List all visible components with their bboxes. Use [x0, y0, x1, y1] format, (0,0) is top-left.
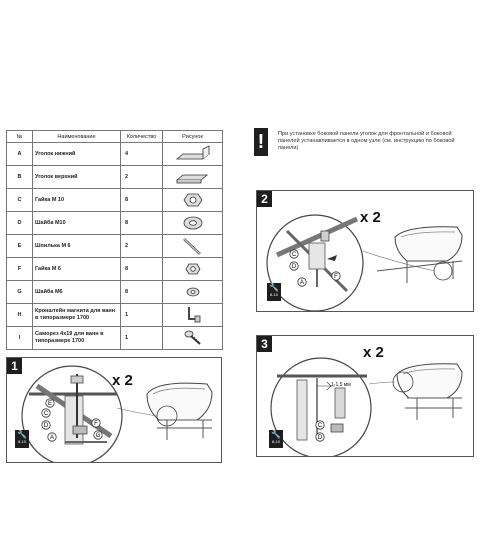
row-name: Гайка М 10 [33, 189, 121, 212]
parts-table-header [7, 131, 223, 143]
table-row [7, 327, 223, 350]
svg-text:C: C [317, 423, 323, 429]
wrench-icon: 🔧 [269, 283, 279, 292]
step-1-panel [6, 357, 222, 463]
row-name: Шайба М10 [33, 212, 121, 235]
svg-text:G: G [95, 433, 101, 439]
svg-text:D: D [43, 423, 49, 429]
row-quantity: 8 [121, 258, 163, 281]
gap-dimension: 1-1,5 мм [331, 382, 351, 388]
step-multiplier: x 2 [112, 372, 133, 389]
table-row [7, 304, 223, 327]
row-name: Уголок верхний [33, 166, 121, 189]
row-letter: I [7, 327, 33, 350]
nut-m6-icon [183, 260, 203, 278]
column-header-quantity: Количество [121, 131, 163, 143]
table-row [7, 281, 223, 304]
nut-m10-icon [183, 191, 203, 209]
row-quantity: 2 [121, 166, 163, 189]
row-quantity: 8 [121, 189, 163, 212]
svg-text:C: C [291, 252, 297, 258]
self-tapping-screw-icon [181, 328, 205, 348]
column-header-name: Наименование [33, 131, 121, 143]
table-row [7, 235, 223, 258]
part-label-c [289, 249, 299, 259]
magnet-bracket-icon [181, 305, 205, 325]
part-label-a [297, 277, 307, 287]
part-label-f [331, 271, 341, 281]
wrench-size: 8-10 [17, 439, 26, 444]
warning-text: При установке боковой панели уголок для фронтальной и боковой панелей устанавливается в одном узле (см. инструкцию по боковой панели) [278, 131, 455, 151]
part-label-c [41, 408, 51, 418]
table-row [7, 189, 223, 212]
row-quantity: 8 [121, 281, 163, 304]
part-label-d [315, 432, 325, 442]
table-row [7, 212, 223, 235]
row-name: Уголок нижний [33, 143, 121, 166]
svg-text:A: A [299, 280, 305, 286]
svg-text:D: D [317, 435, 323, 441]
exclamation-icon: ! [254, 128, 268, 156]
row-name: Кронштейн магнита для ванн в типоразмере 1700 [33, 304, 121, 327]
warning-note [254, 128, 472, 158]
step-number: 2 [257, 191, 272, 207]
column-header-picture: Рисунок [163, 131, 223, 143]
row-quantity: 1 [121, 304, 163, 327]
table-row [7, 166, 223, 189]
wrench-size: 8-10 [269, 292, 278, 297]
step-1-assembly-illustration [7, 358, 221, 462]
table-row [7, 258, 223, 281]
washer-m6-icon [183, 283, 203, 301]
row-letter: D [7, 212, 33, 235]
wrench-tool-badge [267, 283, 281, 301]
row-name: Саморез 4х19 для ванн в типоразмере 1700 [33, 327, 121, 350]
step-multiplier: x 2 [360, 209, 381, 226]
table-row [7, 143, 223, 166]
step-3-assembly-illustration [257, 336, 473, 456]
svg-text:F: F [94, 421, 98, 427]
row-letter: E [7, 235, 33, 258]
row-name: Шпилька М 6 [33, 235, 121, 258]
upper-corner-bracket-icon [173, 168, 213, 186]
svg-text:A: A [49, 435, 55, 441]
svg-text:C: C [43, 411, 49, 417]
row-letter: B [7, 166, 33, 189]
step-number: 3 [257, 336, 272, 352]
part-label-c [315, 420, 325, 430]
row-letter: F [7, 258, 33, 281]
row-quantity: 8 [121, 212, 163, 235]
svg-text:D: D [291, 264, 297, 270]
stud-m6-icon [178, 237, 208, 255]
row-name: Шайба М6 [33, 281, 121, 304]
row-letter: A [7, 143, 33, 166]
row-quantity: 4 [121, 143, 163, 166]
wrench-icon: 🔧 [17, 430, 27, 439]
part-label-a [47, 432, 57, 442]
row-quantity: 1 [121, 327, 163, 350]
svg-text:F: F [334, 274, 338, 280]
wrench-tool-badge [15, 430, 29, 448]
row-quantity: 2 [121, 235, 163, 258]
step-3-panel [256, 335, 474, 457]
row-letter: G [7, 281, 33, 304]
wrench-size: 8-10 [271, 439, 280, 444]
washer-m10-icon [182, 214, 204, 232]
part-label-d [289, 261, 299, 271]
wrench-tool-badge [269, 430, 283, 448]
step-number: 1 [7, 358, 22, 374]
column-header-number: № [7, 131, 33, 143]
row-name: Гайка М 6 [33, 258, 121, 281]
step-multiplier: x 2 [363, 344, 384, 361]
step-2-panel [256, 190, 474, 312]
part-label-f [91, 418, 101, 428]
row-letter: H [7, 304, 33, 327]
part-label-d [41, 420, 51, 430]
row-letter: C [7, 189, 33, 212]
svg-text:E: E [47, 401, 53, 407]
parts-table [6, 130, 223, 350]
wrench-icon: 🔧 [271, 430, 281, 439]
part-label-g [93, 430, 103, 440]
part-label-e [45, 398, 55, 408]
lower-corner-bracket-icon [173, 145, 213, 163]
